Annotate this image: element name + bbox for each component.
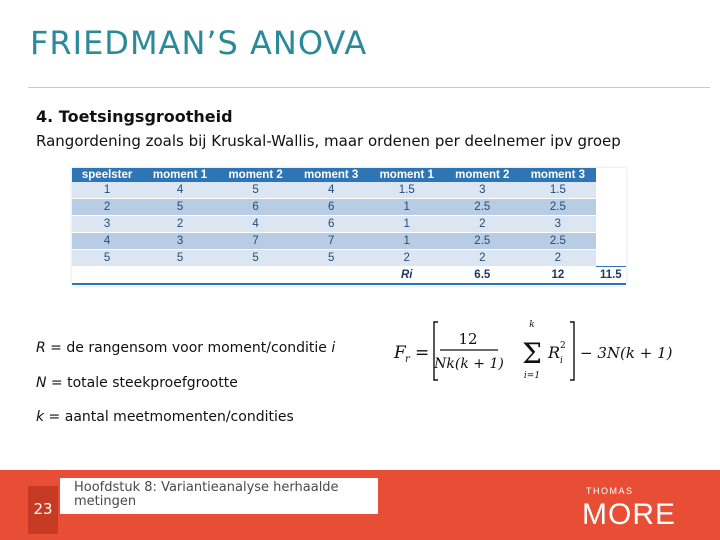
- table-header-row: [72, 168, 626, 182]
- table-cell: 5: [218, 182, 294, 199]
- table-header-cell: moment 3: [520, 168, 596, 182]
- table-cell: 4: [72, 233, 142, 250]
- section-subtext: Rangordening zoals bij Kruskal-Wallis, maar ordenen per deelnemer ipv groep: [36, 132, 621, 150]
- table-cell: 5: [293, 250, 369, 267]
- rank-sum-label: Ri: [369, 267, 445, 285]
- table-cell: 2: [445, 216, 521, 233]
- table-cell: 6: [293, 216, 369, 233]
- rank-sum-cell: 11.5: [596, 267, 626, 285]
- formula-numerator: 12: [458, 330, 478, 348]
- logo-small-text: THOMAS: [586, 486, 634, 496]
- table-cell: 2.5: [445, 199, 521, 216]
- table-cell: 7: [218, 233, 294, 250]
- rank-sum-cell: 6.5: [445, 267, 521, 285]
- table-cell: 2.5: [520, 199, 596, 216]
- sigma-icon: Σ: [522, 337, 542, 370]
- rank-table: [72, 168, 626, 285]
- table-header-cell: moment 3: [293, 168, 369, 182]
- table-header-cell: speelster: [72, 168, 142, 182]
- table-cell: 1: [369, 199, 445, 216]
- sum-upper-limit: k: [529, 320, 535, 330]
- definition-n: N = totale steekproefgrootte: [36, 375, 238, 391]
- table-cell: 5: [142, 199, 218, 216]
- rank-sum-cell: 12: [520, 267, 596, 285]
- table-row: [72, 250, 626, 267]
- sum-lower-limit: i=1: [523, 371, 541, 381]
- formula-lhs: F: [394, 343, 406, 363]
- table-cell: 2: [369, 250, 445, 267]
- thomas-more-logo: [580, 480, 690, 528]
- table-cell: 1.5: [369, 182, 445, 199]
- table-cell: 1.5: [520, 182, 596, 199]
- definition-r: R = de rangensom voor moment/conditie i: [36, 340, 336, 356]
- formula-tail: − 3N(k + 1): [580, 344, 673, 362]
- section-heading: 4. Toetsingsgrootheid: [36, 107, 233, 126]
- table-cell: 1: [369, 216, 445, 233]
- table-cell: 2: [445, 250, 521, 267]
- table-row: [72, 199, 626, 216]
- table-row: [72, 216, 626, 233]
- table-header-cell: moment 1: [142, 168, 218, 182]
- table-cell: 3: [142, 233, 218, 250]
- table-cell: 3: [445, 182, 521, 199]
- formula-term-sup: 2: [560, 341, 566, 351]
- right-bracket: [570, 322, 574, 380]
- definition-k: k = aantal meetmomenten/condities: [36, 409, 294, 425]
- rank-sum-row: [72, 267, 626, 285]
- table-row: [72, 182, 626, 199]
- table-cell: 5: [72, 250, 142, 267]
- formula-denominator: Nk(k + 1): [434, 356, 504, 372]
- formula-term: R: [548, 343, 561, 362]
- table-header-cell: moment 1: [369, 168, 445, 182]
- page-number: 23: [33, 500, 53, 518]
- table-cell: 4: [142, 182, 218, 199]
- table-cell: 6: [218, 199, 294, 216]
- title-divider: [28, 87, 710, 88]
- table-cell: 1: [72, 182, 142, 199]
- table-cell: 4: [218, 216, 294, 233]
- table-cell: 2: [72, 199, 142, 216]
- friedman-formula: [388, 318, 680, 384]
- formula-equals: =: [415, 343, 430, 363]
- formula-lhs-sub: r: [405, 354, 410, 365]
- table-cell: 7: [293, 233, 369, 250]
- table-header-cell: moment 2: [445, 168, 521, 182]
- table-cell: 4: [293, 182, 369, 199]
- table-cell: 2.5: [520, 233, 596, 250]
- table-cell: 1: [369, 233, 445, 250]
- table-cell: 6: [293, 199, 369, 216]
- slide-title: FRIEDMAN’S ANOVA: [30, 24, 368, 62]
- table-cell: 2.5: [445, 233, 521, 250]
- table-cell: 2: [142, 216, 218, 233]
- table-cell: 3: [520, 216, 596, 233]
- rank-table-wrapper: [72, 168, 626, 285]
- table-cell: 3: [72, 216, 142, 233]
- table-cell: 5: [218, 250, 294, 267]
- table-cell: 5: [142, 250, 218, 267]
- table-cell: 2: [520, 250, 596, 267]
- table-row: [72, 233, 626, 250]
- table-header-cell: moment 2: [218, 168, 294, 182]
- footer-caption: Hoofdstuk 8: Variantieanalyse herhaalde metingen: [74, 480, 339, 509]
- formula-term-sub: i: [560, 356, 563, 366]
- logo-big-text: MORE: [582, 498, 676, 528]
